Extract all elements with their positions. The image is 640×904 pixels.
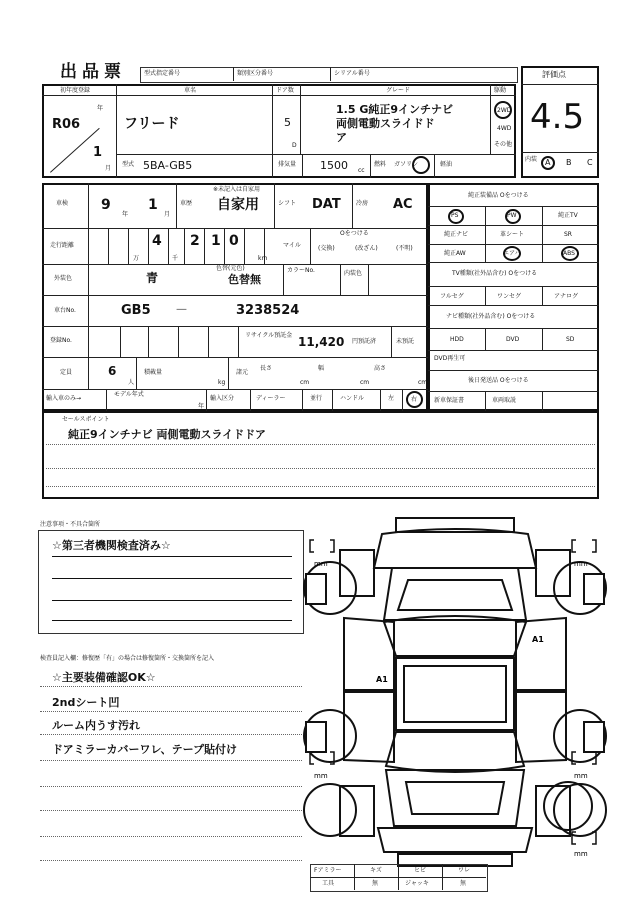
doors-label: ドア数 bbox=[276, 87, 294, 94]
import-label: 輸入車のみ→ bbox=[46, 395, 82, 402]
load-unit: kg bbox=[218, 379, 226, 386]
serial-number-label: シリアル番号 bbox=[334, 70, 370, 77]
legend-mirror: Fアミラー bbox=[314, 867, 342, 874]
doors-value: 5 bbox=[284, 116, 291, 129]
vehicle-manual: 車両取説 bbox=[492, 397, 517, 404]
first-registration-label: 初年度登録 bbox=[60, 87, 91, 94]
interior-color-label: 内装色 bbox=[344, 270, 363, 277]
damage-mark-left: A1 bbox=[376, 675, 388, 684]
fuel-label: 燃料 bbox=[374, 161, 387, 168]
navi-sd: SD bbox=[566, 336, 575, 343]
car-name-value: フリード bbox=[124, 116, 180, 132]
mileage-digit-4: 0 bbox=[229, 233, 239, 249]
mm-front-right: mm bbox=[574, 560, 588, 568]
recycle-amount: 11,420 bbox=[298, 335, 345, 349]
drive-other: その他 bbox=[494, 141, 513, 148]
ac-value: AC bbox=[393, 197, 413, 212]
recycle-label: リサイクル預託金 bbox=[245, 332, 293, 339]
import-dealer: ディーラー bbox=[256, 395, 286, 402]
car-damage-diagram bbox=[300, 510, 610, 880]
id-fields bbox=[140, 67, 518, 83]
tv-type-title: TV種類(社外品含む) Oをつける bbox=[452, 270, 538, 277]
navi-hdd: HDD bbox=[450, 336, 464, 343]
history-note: ※未記入は自家用 bbox=[213, 186, 261, 193]
handle-right: 右 bbox=[411, 396, 418, 403]
option-leather: 革シート bbox=[500, 231, 525, 238]
color-change-value: 色替無 bbox=[228, 273, 261, 286]
legend-break: ワレ bbox=[458, 867, 471, 874]
mm-front-left: mm bbox=[314, 560, 328, 568]
mileage-sen: 千 bbox=[172, 255, 179, 262]
grade-line2: 両側電動スライドド bbox=[336, 117, 435, 130]
tv-analog: アナログ bbox=[554, 293, 579, 300]
details-block bbox=[42, 183, 428, 411]
grade-line1: 1.5 G純正9インチナビ bbox=[336, 103, 453, 116]
inspection-month-unit: 月 bbox=[164, 211, 171, 218]
class-number-label: 類別区分番号 bbox=[237, 70, 274, 77]
legend-tools-value: 無 bbox=[372, 880, 379, 887]
registration-month: 1 bbox=[93, 145, 103, 160]
inspector-item-4: ドアミラーカバーワレ、テープ貼付け bbox=[52, 743, 238, 756]
capacity-label: 定員 bbox=[60, 369, 73, 376]
option-abs: ABS bbox=[563, 250, 575, 257]
inspection-label: 車検 bbox=[56, 200, 69, 207]
year-unit: 年 bbox=[97, 105, 104, 112]
car-name-label: 車名 bbox=[184, 87, 197, 94]
notes-label: 注意事項・不具合箇所 bbox=[40, 521, 101, 528]
history-value: 自家用 bbox=[217, 197, 259, 213]
mileage-option-unknown: (不明) bbox=[396, 245, 413, 252]
option-navi: 純正ナビ bbox=[444, 231, 469, 238]
door-unit: D bbox=[292, 142, 297, 149]
option-aw: 純正AW bbox=[444, 250, 466, 257]
evaluation-score: 4.5 bbox=[530, 97, 585, 137]
mileage-digit-1: 4 bbox=[152, 233, 162, 249]
interior-b: B bbox=[566, 158, 572, 167]
inspector-label: 検査員記入欄：修復歴「有」の場合は修復箇所・交換箇所を記入 bbox=[40, 655, 215, 662]
option-pw: PW bbox=[507, 212, 517, 219]
drive-label: 駆動 bbox=[494, 87, 507, 94]
displacement-label: 排気量 bbox=[278, 161, 297, 168]
mileage-man: 万 bbox=[133, 255, 140, 262]
grade-label: グレード bbox=[386, 87, 411, 94]
length-unit: cm bbox=[300, 379, 310, 386]
inspection-month: 1 bbox=[148, 197, 158, 213]
mm-spare: mm bbox=[574, 850, 588, 858]
model-year-unit: 年 bbox=[198, 403, 205, 410]
type-label: 型式 bbox=[122, 161, 135, 168]
mileage-option-tampered: (改ざん) bbox=[355, 245, 378, 252]
width-label: 幅 bbox=[318, 365, 325, 372]
model-year-label: モデル年式 bbox=[114, 391, 144, 398]
interior-a: A bbox=[545, 158, 551, 167]
mm-rear-left: mm bbox=[314, 772, 328, 780]
inspector-item-3: ルーム内うす汚れ bbox=[52, 719, 140, 732]
evaluation-label: 評価点 bbox=[542, 70, 566, 79]
shift-value: DAT bbox=[312, 197, 341, 212]
recycle-not-deposited: 未預託 bbox=[396, 338, 415, 345]
height-unit: cm bbox=[418, 379, 428, 386]
import-parallel: 並行 bbox=[310, 395, 323, 402]
mileage-label: 走行距離 bbox=[50, 242, 75, 249]
width-unit: cm bbox=[360, 379, 370, 386]
history-label: 車歴 bbox=[180, 200, 193, 207]
height-label: 高さ bbox=[374, 365, 387, 372]
option-airbag: エアバ bbox=[503, 250, 521, 257]
inspector-item-1: ☆主要装備確認OK☆ bbox=[52, 671, 156, 684]
dvd-playable: DVD再生可 bbox=[434, 355, 466, 362]
mileage-digit-2: 2 bbox=[190, 233, 200, 249]
capacity-value: 6 bbox=[108, 364, 117, 378]
length-label: 長さ bbox=[260, 365, 273, 372]
legend-jack: ジャッキ bbox=[405, 880, 429, 887]
diesel-label: 軽油 bbox=[440, 161, 453, 168]
exterior-color-value: 青 bbox=[146, 271, 159, 285]
mileage-digit-3: 1 bbox=[211, 233, 221, 249]
color-change-label: 色替(元色) bbox=[216, 265, 245, 272]
navi-dvd: DVD bbox=[506, 336, 520, 343]
damage-mark-right: A1 bbox=[532, 635, 544, 644]
tv-full: フルセグ bbox=[440, 293, 464, 300]
option-ps: PS bbox=[451, 212, 459, 219]
sales-point-label: セールスポイント bbox=[62, 416, 110, 423]
form-title: 出品票 bbox=[60, 62, 126, 82]
displacement-unit: cc bbox=[358, 167, 365, 174]
fuel-selected-circle bbox=[412, 156, 430, 174]
tv-one: ワンセグ bbox=[497, 293, 522, 300]
load-label: 積載量 bbox=[144, 369, 163, 376]
exterior-color-label: 外装色 bbox=[54, 275, 73, 282]
registration-era: R06 bbox=[52, 117, 81, 132]
ac-label: 冷房 bbox=[356, 200, 369, 207]
options-title: 純正装備品 Oをつける bbox=[468, 192, 529, 199]
notes-line1: ☆第三者機関検査済み☆ bbox=[52, 539, 171, 552]
capacity-unit: 人 bbox=[128, 379, 135, 386]
option-tv: 純正TV bbox=[558, 212, 578, 219]
inspection-year-unit: 年 bbox=[122, 211, 129, 218]
inspector-item-2: 2ndシート凹 bbox=[52, 696, 120, 709]
legend-crack: ヒビ bbox=[414, 867, 427, 874]
legend-tools: 工具 bbox=[322, 880, 335, 887]
grade-line3: ア bbox=[336, 131, 347, 144]
registration-number-label: 登録No. bbox=[50, 337, 72, 344]
chassis-dash: － bbox=[175, 303, 189, 318]
new-car-warranty: 新車保証書 bbox=[434, 397, 465, 404]
recycle-deposited: 円預託済 bbox=[352, 338, 377, 345]
month-unit: 月 bbox=[105, 165, 112, 172]
option-sr: SR bbox=[564, 231, 572, 238]
chassis-label: 車台No. bbox=[54, 307, 76, 314]
post-shipment-title: 後日発送品 Oをつける bbox=[468, 377, 529, 384]
dimensions-label: 諸元 bbox=[236, 369, 249, 376]
displacement-value: 1500 bbox=[320, 159, 348, 172]
mile-label: マイル bbox=[283, 242, 301, 249]
model-number-label: 型式指定番号 bbox=[144, 70, 181, 77]
mileage-km: km bbox=[258, 255, 268, 262]
drive-4wd: 4WD bbox=[497, 125, 512, 132]
drive-2wd: 2WD bbox=[497, 107, 512, 114]
type-value: 5BA-GB5 bbox=[143, 159, 193, 172]
shift-label: シフト bbox=[278, 200, 297, 207]
mileage-option-exchange: (交換) bbox=[318, 245, 335, 252]
mileage-circle-note: Oをつける bbox=[340, 230, 369, 237]
navi-type-title: ナビ種類(社外品含む) Oをつける bbox=[446, 313, 536, 320]
interior-c: C bbox=[587, 158, 593, 167]
import-category-label: 輸入区分 bbox=[210, 395, 235, 402]
chassis-number: 3238524 bbox=[236, 303, 300, 318]
legend-scratch: キズ bbox=[370, 867, 382, 874]
chassis-prefix: GB5 bbox=[121, 303, 151, 318]
sales-point-text: 純正9インチナビ 両側電動スライドドア bbox=[68, 428, 266, 441]
fuel-gasoline: ガソリン bbox=[394, 161, 419, 168]
handle-label: ハンドル bbox=[340, 395, 365, 402]
mm-rear-right: mm bbox=[574, 772, 588, 780]
handle-left: 左 bbox=[388, 395, 395, 402]
interior-label: 内装 bbox=[525, 156, 538, 163]
color-number-label: カラーNo. bbox=[287, 267, 315, 274]
inspection-year: 9 bbox=[101, 197, 111, 213]
legend-jack-value: 無 bbox=[460, 880, 467, 887]
